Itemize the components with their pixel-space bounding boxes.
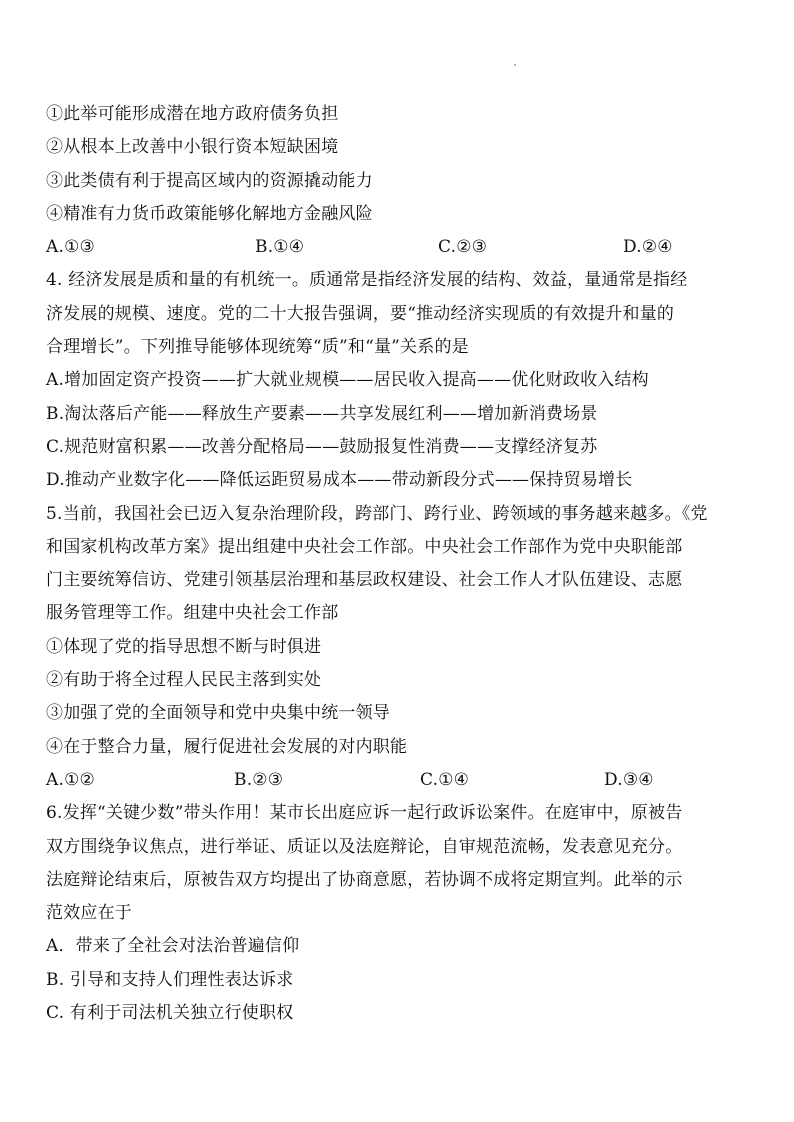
q6-stem-line-1: 6.发挥“关键少数”带头作用！某市长出庭应诉一起行政诉讼案件。在庭审中，原被告 xyxy=(46,803,683,824)
q5-statement-1: ①体现了党的指导思想不断与时俱进 xyxy=(46,636,322,657)
q5-statement-3: ③加强了党的全面领导和党中央集中统一领导 xyxy=(46,703,390,724)
q5-options xyxy=(46,764,758,797)
q5-option-a: A.①② xyxy=(46,769,95,790)
q5-option-b: B.②③ xyxy=(234,769,284,790)
q5-stem-line-2: 和国家机构改革方案》提出组建中央社会工作部。中央社会工作部作为党中央职能部 xyxy=(46,536,683,557)
q5-stem-line-1: 5.当前，我国社会已迈入复杂治理阶段，跨部门、跨行业、跨领域的事务越来越多。《党 xyxy=(46,503,708,524)
q5-statement-4: ④在于整合力量，履行促进社会发展的对内职能 xyxy=(46,736,408,757)
q3-statement-4: ④精准有力货币政策能够化解地方金融风险 xyxy=(46,203,373,224)
question-5 xyxy=(46,498,758,798)
q4-option-a: A.增加固定资产投资——扩大就业规模——居民收入提高——优化财政收入结构 xyxy=(46,370,649,391)
q5-statement-2: ②有助于将全过程人民民主落到实处 xyxy=(46,670,322,691)
q6-option-b: B. 引导和支持人们理性表达诉求 xyxy=(46,969,294,990)
q6-stem-line-2: 双方围绕争议焦点，进行举证、质证以及法庭辩论，自审规范流畅，发表意见充分。 xyxy=(46,836,683,857)
q6-option-c: C. 有利于司法机关独立行使职权 xyxy=(46,1003,294,1024)
question-3 xyxy=(46,98,758,264)
q3-option-a: A.①③ xyxy=(46,237,95,258)
q4-stem-line-2: 济发展的规模、速度。党的二十大报告强调，要“推动经济实现质的有效提升和量的 xyxy=(46,303,675,324)
q3-statement-3: ③此类债有利于提高区域内的资源撬动能力 xyxy=(46,170,373,191)
question-4 xyxy=(46,264,758,497)
page-content xyxy=(46,98,758,1030)
scan-dot xyxy=(514,64,516,66)
q4-stem-line-3: 合理增长”。下列推导能够体现统筹“质”和“量”关系的是 xyxy=(46,337,469,358)
q3-statement-2: ②从根本上改善中小银行资本短缺困境 xyxy=(46,137,339,158)
q4-option-b: B.淘汰落后产能——释放生产要素——共享发展红利——增加新消费场景 xyxy=(46,403,598,424)
q6-stem-line-4: 范效应在于 xyxy=(46,903,132,924)
q5-stem-line-4: 服务管理等工作。组建中央社会工作部 xyxy=(46,603,339,624)
q3-option-d: D.②④ xyxy=(623,237,673,258)
q5-option-c: C.①④ xyxy=(420,769,470,790)
q3-options xyxy=(46,231,758,264)
q5-stem-line-3: 门主要统筹信访、党建引领基层治理和基层政权建设、社会工作人才队伍建设、志愿 xyxy=(46,570,683,591)
q3-option-b: B.①④ xyxy=(255,237,305,258)
q4-option-d: D.推动产业数字化——降低运距贸易成本——带动新段分式——保持贸易增长 xyxy=(46,470,633,491)
q4-option-c: C.规范财富积累——改善分配格局——鼓励报复性消费——支撑经济复苏 xyxy=(46,436,598,457)
q6-option-a: A．带来了全社会对法治普遍信仰 xyxy=(46,936,300,957)
q4-stem-line-1: 4. 经济发展是质和量的有机统一。质通常是指经济发展的结构、效益，量通常是指经 xyxy=(46,270,688,291)
q5-option-d: D.③④ xyxy=(604,769,654,790)
q6-stem-line-3: 法庭辩论结束后，原被告双方均提出了协商意愿，若协调不成将定期宣判。此举的示 xyxy=(46,869,683,890)
question-6 xyxy=(46,797,758,1030)
q3-option-c: C.②③ xyxy=(438,237,488,258)
q3-statement-1: ①此举可能形成潜在地方政府债务负担 xyxy=(46,104,339,124)
